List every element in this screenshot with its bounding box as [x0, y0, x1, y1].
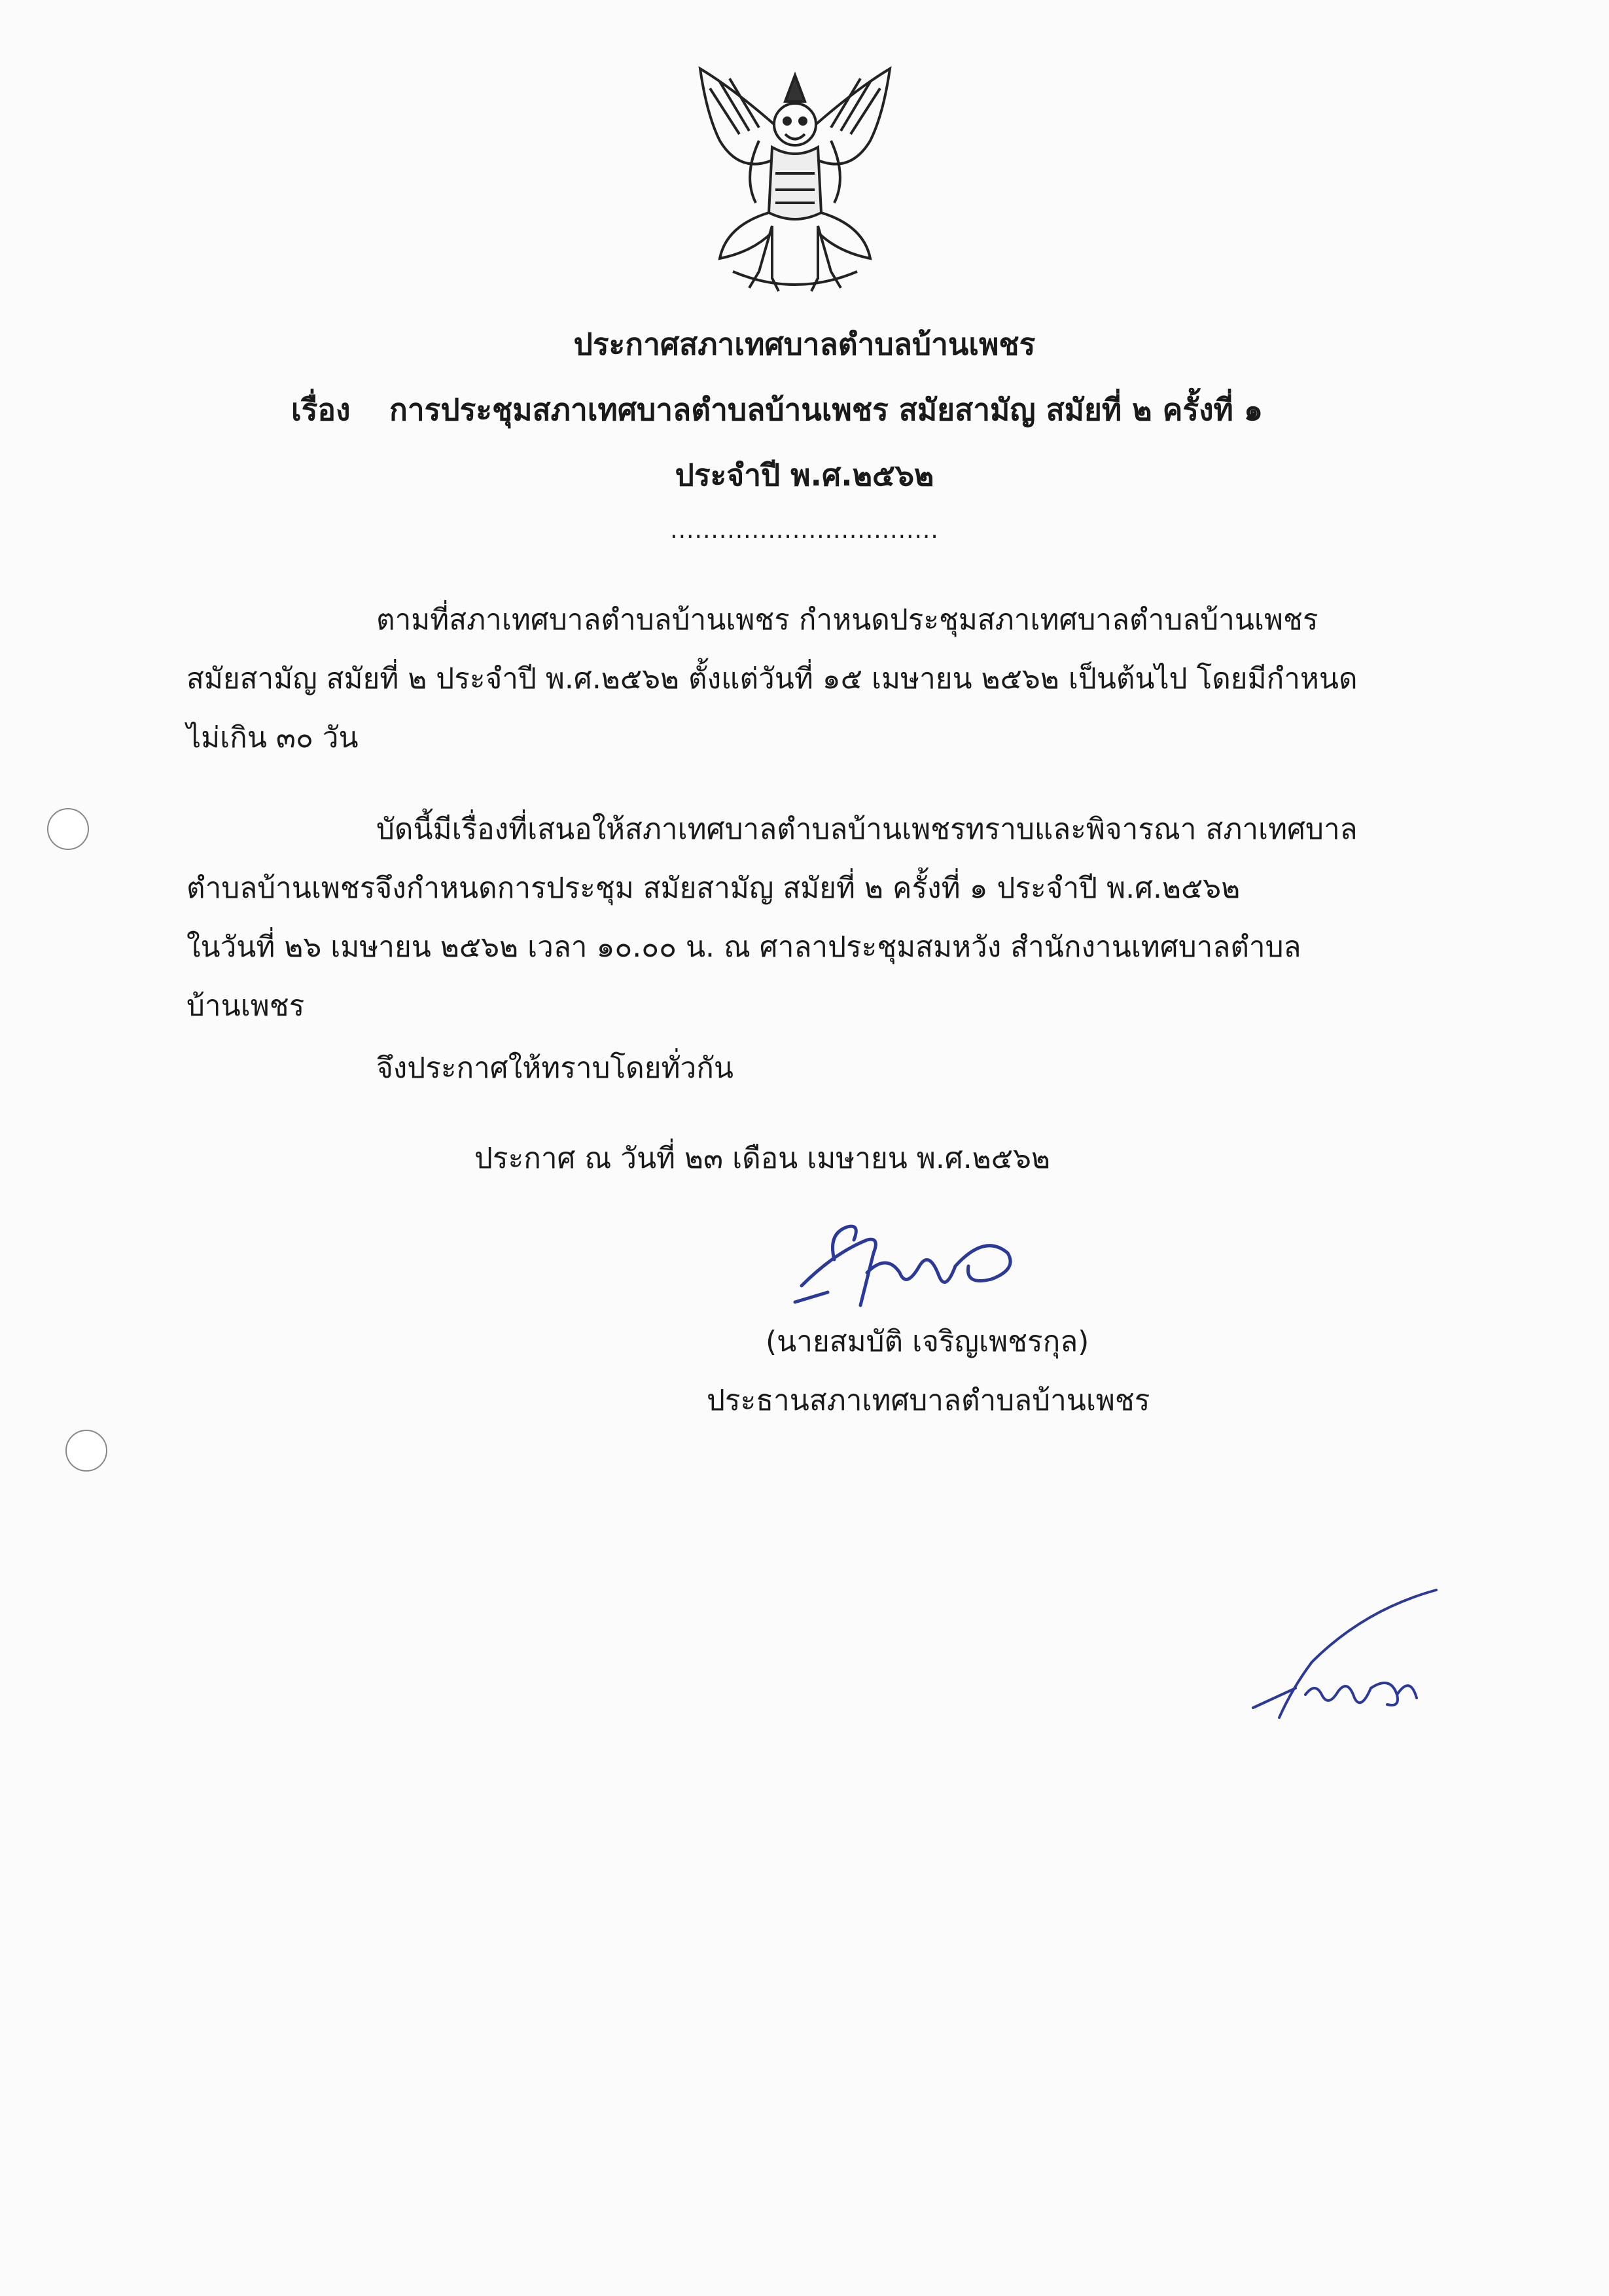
punch-hole: [47, 808, 89, 850]
announcement-title: ประกาศสภาเทศบาลตำบลบ้านเพชร: [573, 327, 1036, 362]
subject-line: [291, 386, 1263, 434]
garuda-emblem-icon: [681, 62, 910, 298]
subject-text: การประชุมสภาเทศบาลตำบลบ้านเพชร สมัยสามัญ สมัยที่ ๒ ครั้งที่ ๑: [389, 392, 1264, 427]
closing-statement: จึงประกาศให้ทราบโดยทั่วกัน: [376, 1051, 734, 1085]
paragraph-2-line: ตำบลบ้านเพชรจึงกำหนดการประชุม สมัยสามัญ สมัยที่ ๒ ครั้งที่ ๑ ประจำปี พ.ศ.๒๕๖๒: [186, 872, 1241, 905]
title-separator: .................................: [670, 517, 939, 544]
paragraph-1-line: ไม่เกิน ๓๐ วัน: [186, 721, 359, 754]
signatory-position: ประธานสภาเทศบาลตำบลบ้านเพชร: [707, 1384, 1150, 1417]
subject-label: เรื่อง: [291, 392, 351, 427]
paragraph-1-line: สมัยสามัญ สมัยที่ ๒ ประจำปี พ.ศ.๒๕๖๒ ตั้งแต่วันที่ ๑๕ เมษายน ๒๕๖๒ เป็นต้นไป โดยมีกำหนด: [186, 662, 1358, 696]
punch-hole: [65, 1430, 107, 1472]
signature-image: [788, 1214, 1024, 1312]
paragraph-2-line: ในวันที่ ๒๖ เมษายน ๒๕๖๒ เวลา ๑๐.๐๐ น. ณ ศาลาประชุมสมหวัง สำนักงานเทศบาลตำบล: [186, 930, 1301, 964]
initial-mark-image: [1240, 1583, 1449, 1734]
fiscal-year-line: ประจำปี พ.ศ.๒๕๖๒: [675, 457, 934, 493]
paragraph-2-line: บ้านเพชร: [186, 989, 305, 1023]
announcement-date: ประกาศ ณ วันที่ ๒๓ เดือน เมษายน พ.ศ.๒๕๖๒: [474, 1142, 1050, 1175]
paragraph-2-line: บัดนี้มีเรื่องที่เสนอให้สภาเทศบาลตำบลบ้านเพชรทราบและพิจารณา สภาเทศบาล: [376, 813, 1358, 846]
signatory-name: (นายสมบัติ เจริญเพชรกุล): [766, 1325, 1089, 1358]
paragraph-1-line: ตามที่สภาเทศบาลตำบลบ้านเพชร กำหนดประชุมสภาเทศบาลตำบลบ้านเพชร: [376, 603, 1318, 637]
